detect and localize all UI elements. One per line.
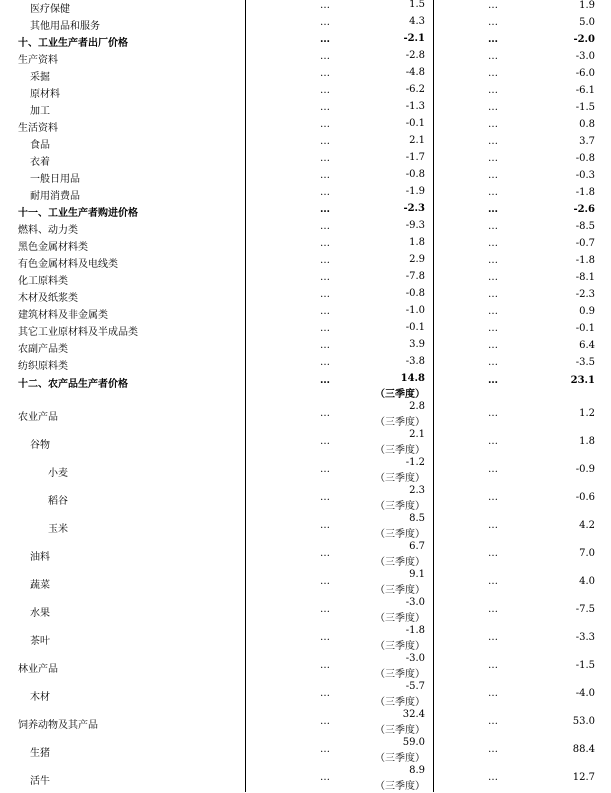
current-value: -1.3 [405,101,425,112]
cumulative-value: 3.7 [579,136,595,147]
ellipsis-cell: … [488,357,498,368]
ellipsis-cell: … [320,744,330,755]
ellipsis-cell: … [320,604,330,615]
ellipsis-cell: … [320,272,330,283]
ellipsis-cell: … [320,119,330,130]
cumulative-value: 0.8 [579,119,595,130]
cumulative-value: -1.5 [575,102,595,113]
ellipsis-cell: … [320,136,330,147]
cumulative-value: 4.2 [579,520,595,531]
row-label: 木材 [30,692,50,703]
row-label: 十二、农产品生产者价格 [18,379,128,390]
current-value: 32.4 [402,709,425,720]
ellipsis-cell: … [488,436,498,447]
current-value: -1.2 [405,457,425,468]
quarter-note: （三季度） [375,585,425,596]
table-row [0,203,611,220]
row-label: 农副产品类 [18,344,68,355]
cumulative-value: -0.9 [575,464,595,475]
current-value: 9.1 [409,569,425,580]
ellipsis-cell: … [488,408,498,419]
ellipsis-cell: … [320,221,330,232]
table-row [0,709,611,737]
table-row [0,339,611,356]
current-value: 8.5 [409,513,425,524]
row-label: 蔬菜 [30,580,50,591]
row-label: 十、工业生产者出厂价格 [18,38,128,49]
ellipsis-cell: … [488,604,498,615]
ellipsis-cell: … [488,255,498,266]
quarter-note: （三季度） [375,613,425,624]
cumulative-value: 23.1 [570,375,595,386]
table-row [0,429,611,457]
ellipsis-cell: … [320,17,330,28]
quarter-note: （三季度） [375,417,425,428]
ellipsis-cell: … [488,688,498,699]
current-value: -9.3 [405,220,425,231]
ellipsis-cell: … [320,632,330,643]
table-row [0,152,611,169]
cumulative-value: -8.5 [575,221,595,232]
current-value: 2.1 [409,135,425,146]
ellipsis-cell: … [320,170,330,181]
row-label: 农业产品 [18,412,58,423]
current-value: 2.9 [409,254,425,265]
row-label: 茶叶 [30,636,50,647]
cumulative-value: -0.6 [575,492,595,503]
row-label: 衣着 [30,157,50,168]
cumulative-value: -3.3 [575,632,595,643]
current-value: -7.8 [405,271,425,282]
cumulative-value: -8.1 [575,272,595,283]
ellipsis-cell: … [488,85,498,96]
current-value: -1.7 [405,152,425,163]
ellipsis-cell: … [488,323,498,334]
row-label: 其它工业原材料及半成品类 [18,327,138,338]
table-row [0,541,611,569]
table-row [0,288,611,305]
ellipsis-cell: … [320,520,330,531]
row-label: 稻谷 [48,496,68,507]
cumulative-value: -6.1 [575,85,595,96]
quarter-note: （三季度） [375,445,425,456]
current-value: -3.0 [405,597,425,608]
table-row [0,597,611,625]
quarter-note: （三季度） [375,753,425,764]
current-value: -5.7 [405,681,425,692]
cumulative-value: -0.7 [575,238,595,249]
current-value: -0.8 [405,288,425,299]
table-row [0,305,611,322]
table-row [0,186,611,203]
ellipsis-cell: … [488,464,498,475]
ellipsis-cell: … [488,340,498,351]
row-label: 有色金属材料及电线类 [18,259,118,270]
table-row [0,485,611,513]
ellipsis-cell: … [320,0,330,11]
cumulative-value: -4.0 [575,688,595,699]
row-label: 木材及纸浆类 [18,293,78,304]
ellipsis-cell: … [488,272,498,283]
row-label: 燃料、动力类 [18,225,78,236]
ellipsis-cell: … [488,238,498,249]
quarter-note: （三季度） [375,641,425,652]
quarter-note: （三季度） [375,473,425,484]
ellipsis-cell: … [320,436,330,447]
table-row [0,356,611,373]
current-value: -3.8 [405,356,425,367]
ellipsis-cell: … [320,153,330,164]
ellipsis-cell: … [320,716,330,727]
ellipsis-cell: … [320,34,330,45]
row-label: 化工原料类 [18,276,68,287]
table-row [0,457,611,485]
ellipsis-cell: … [488,17,498,28]
ellipsis-cell: … [488,153,498,164]
ellipsis-cell: … [488,34,498,45]
ellipsis-cell: … [320,187,330,198]
row-label: 玉米 [48,524,68,535]
row-label: 油料 [30,552,50,563]
row-label: 谷物 [30,440,50,451]
ellipsis-cell: … [488,375,498,386]
ellipsis-cell: … [320,408,330,419]
cumulative-value: -0.8 [575,153,595,164]
current-value: 1.8 [409,237,425,248]
table-row [0,16,611,33]
current-value: -1.0 [405,305,425,316]
ellipsis-cell: … [320,492,330,503]
ellipsis-cell: … [320,576,330,587]
table-row [0,169,611,186]
ellipsis-cell: … [488,136,498,147]
quarter-note: （三季度） [375,697,425,708]
table-row [0,118,611,135]
cumulative-value: 88.4 [572,744,595,755]
row-label: 医疗保健 [30,4,70,15]
cumulative-value: -3.0 [575,51,595,62]
current-value: 14.8 [400,373,425,384]
row-label: 林业产品 [18,664,58,675]
ellipsis-cell: … [320,306,330,317]
ellipsis-cell: … [488,51,498,62]
ellipsis-cell: … [320,323,330,334]
ellipsis-cell: … [488,221,498,232]
cumulative-value: -0.1 [575,323,595,334]
table-row [0,401,611,429]
ellipsis-cell: … [488,68,498,79]
table-row [0,737,611,765]
table-row [0,765,611,793]
table-row [0,271,611,288]
current-value: -3.0 [405,653,425,664]
cumulative-value: 1.8 [579,436,595,447]
quarter-note: （三季度） [375,725,425,736]
cumulative-value: -2.6 [573,204,595,215]
ellipsis-cell: … [320,102,330,113]
current-value: -0.1 [405,118,425,129]
ellipsis-cell: … [320,688,330,699]
row-label: 小麦 [48,468,68,479]
table-row [0,84,611,101]
cumulative-value: -7.5 [575,604,595,615]
cumulative-value: -6.0 [575,68,595,79]
current-value: 8.9 [409,765,425,776]
cumulative-value: 7.0 [579,548,595,559]
ellipsis-cell: … [488,548,498,559]
row-label: 饲养动物及其产品 [18,720,98,731]
current-value: -0.1 [405,322,425,333]
ellipsis-cell: … [488,660,498,671]
current-value: -4.8 [405,67,425,78]
row-label: 建筑材料及非金属类 [18,310,108,321]
ellipsis-cell: … [320,340,330,351]
quarter-note: （三季度） [375,669,425,680]
cumulative-value: 1.9 [579,0,595,11]
quarter-note: （三季度） [375,389,425,400]
cumulative-value: -3.5 [575,357,595,368]
row-label: 纺织原料类 [18,361,68,372]
ellipsis-cell: … [488,102,498,113]
row-label: 黑色金属材料类 [18,242,88,253]
ellipsis-cell: … [488,772,498,783]
ellipsis-cell: … [488,0,498,11]
table-row [0,569,611,597]
cumulative-value: 12.7 [572,772,595,783]
table-row [0,67,611,84]
cumulative-value: 53.0 [572,716,595,727]
table-row [0,50,611,67]
table-row [0,513,611,541]
quarter-note: （三季度） [375,529,425,540]
row-label: 水果 [30,608,50,619]
ellipsis-cell: … [488,492,498,503]
ellipsis-cell: … [320,255,330,266]
row-label: 一般日用品 [30,174,80,185]
ellipsis-cell: … [488,632,498,643]
ellipsis-cell: … [320,51,330,62]
ellipsis-cell: … [320,68,330,79]
row-label: 生活资料 [18,123,58,134]
current-value: 2.3 [409,485,425,496]
cumulative-value: -1.8 [575,255,595,266]
ellipsis-cell: … [320,357,330,368]
current-value: -2.1 [403,33,425,44]
table-row [0,625,611,653]
ellipsis-cell: … [320,375,330,386]
table-row [0,322,611,339]
ellipsis-cell: … [488,119,498,130]
current-value: -2.8 [405,50,425,61]
current-value: -1.8 [405,625,425,636]
current-value: 6.7 [409,541,425,552]
table-row [0,135,611,152]
ellipsis-cell: … [320,238,330,249]
current-value: -2.3 [403,203,425,214]
row-label: 食品 [30,140,50,151]
ellipsis-cell: … [320,85,330,96]
ellipsis-cell: … [488,744,498,755]
ellipsis-cell: … [320,464,330,475]
current-value: -6.2 [405,84,425,95]
quarter-note: （三季度） [375,557,425,568]
ellipsis-cell: … [320,660,330,671]
ellipsis-cell: … [320,548,330,559]
ellipsis-cell: … [488,187,498,198]
cumulative-value: -2.3 [575,289,595,300]
table-row [0,254,611,271]
cumulative-value: 5.0 [579,17,595,28]
ellipsis-cell: … [488,576,498,587]
row-label: 其他用品和服务 [30,21,100,32]
table-row [0,0,611,16]
cumulative-value: 4.0 [579,576,595,587]
table-row [0,237,611,254]
cumulative-value: -0.3 [575,170,595,181]
cumulative-value: -1.5 [575,660,595,671]
ellipsis-cell: … [488,289,498,300]
current-value: 2.8 [409,401,425,412]
ellipsis-cell: … [320,772,330,783]
current-value: 1.5 [409,0,425,10]
current-value: -0.8 [405,169,425,180]
cumulative-value: -2.0 [573,34,595,45]
ellipsis-cell: … [488,306,498,317]
row-label: 耐用消费品 [30,191,80,202]
ellipsis-cell: … [488,520,498,531]
table-row [0,33,611,50]
row-label: 十一、工业生产者购进价格 [18,208,138,219]
cumulative-value: 1.2 [579,408,595,419]
cumulative-value: 6.4 [579,340,595,351]
ellipsis-cell: … [320,289,330,300]
quarter-note: （三季度） [375,501,425,512]
table-row [0,373,611,401]
row-label: 采掘 [30,72,50,83]
row-label: 生产资料 [18,55,58,66]
current-value: -1.9 [405,186,425,197]
row-label: 活牛 [30,776,50,787]
table-row [0,653,611,681]
ellipsis-cell: … [320,204,330,215]
quarter-note: （三季度） [375,781,425,792]
current-value: 4.3 [409,16,425,27]
cumulative-value: -1.8 [575,187,595,198]
table-row [0,220,611,237]
row-label: 加工 [30,106,50,117]
ellipsis-cell: … [488,170,498,181]
row-label: 生猪 [30,748,50,759]
cumulative-value: 0.9 [579,306,595,317]
row-label: 原材料 [30,89,60,100]
current-value: 3.9 [409,339,425,350]
table-row [0,101,611,118]
current-value: 2.1 [409,429,425,440]
ellipsis-cell: … [488,716,498,727]
ellipsis-cell: … [488,204,498,215]
table-row [0,681,611,709]
current-value: 59.0 [402,737,425,748]
